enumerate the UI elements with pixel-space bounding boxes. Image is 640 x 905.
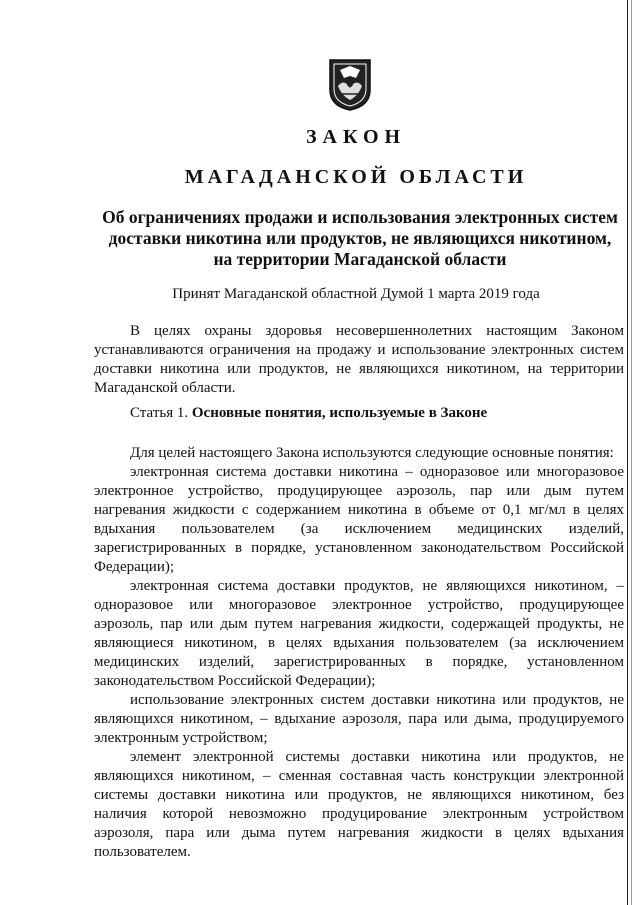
coat-of-arms-icon xyxy=(328,58,372,112)
region-title: МАГАДАНСКОЙ ОБЛАСТИ xyxy=(184,166,528,188)
adoption-note: Принят Магаданской областной Думой 1 марта 2019 года xyxy=(172,286,540,302)
subject-line: Об ограничениях продажи и использования электронных систем xyxy=(102,207,618,227)
preamble-paragraph: В целях охраны здоровья несовершеннолетних настоящим Законом устанавливаются ограничения на продажу и использование электронных систем доставки никотина или продуктов, не являющихся никотином, на территории Магаданской области. xyxy=(94,323,624,396)
article-body xyxy=(94,444,624,862)
article-paragraph: Для целей настоящего Закона используются следующие основные понятия: xyxy=(130,445,614,461)
article-paragraph: элемент электронной системы доставки никотина или продуктов, не являющихся никотином, – сменная составная часть конструкции электронной системы доставки никотина или продуктов, не являющихся никотином, без наличия которой невозможно продуцирование электронным устройством аэрозоля, пара или дыма путем нагревания жидкости в целях вдыхания пользователем. xyxy=(94,749,624,860)
law-subject-title xyxy=(95,207,625,270)
article-paragraph: использование электронных систем доставки никотина или продуктов, не являющихся никотином, – вдыхание аэрозоля, пара или дыма, продуцируемого электронным устройством; xyxy=(94,692,624,746)
article-title: Основные понятия, используемые в Законе xyxy=(191,405,488,421)
page-edge-shadow xyxy=(631,0,632,905)
subject-line: доставки никотина или продуктов, не являющихся никотином, xyxy=(108,228,612,248)
subject-line: на территории Магаданской области xyxy=(213,249,507,269)
article-paragraph: электронная система доставки никотина – одноразовое или многоразовое электронное устройство, продуцирующее аэрозоль, пар или дым путем нагревания жидкости с содержанием никотина в объеме от 0,1 мг/мл в целях вдыхания пользователем (за исключением медицинских изделий, зарегистрированных в порядке, установленном законодательством Российской Федерации); xyxy=(94,464,624,575)
article-paragraph: электронная система доставки продуктов, не являющихся никотином, – одноразовое или многоразовое электронное устройство, продуцирующее аэрозоль, пар или дым путем нагревания жидкости, содержащей продукты, не являющиеся никотином, в целях вдыхания пользователем (за исключением медицинских изделий, зарегистрированных в порядке, установленном законодательством Российской Федерации); xyxy=(94,578,624,689)
article-heading xyxy=(130,405,487,422)
article-number: Статья 1. xyxy=(130,405,189,421)
preamble xyxy=(94,322,624,398)
page-edge-line xyxy=(627,0,628,905)
law-title: ЗАКОН xyxy=(305,126,407,148)
